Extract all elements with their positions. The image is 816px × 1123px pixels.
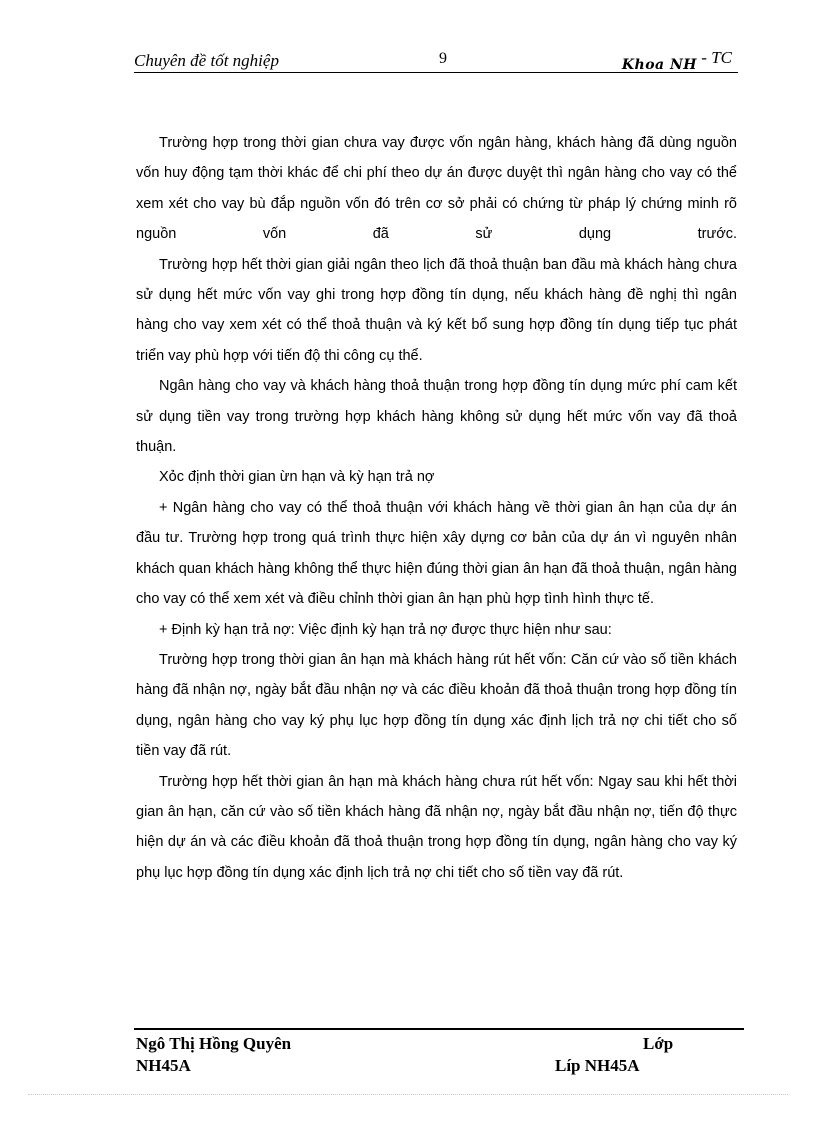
- paragraph-3: Ngân hàng cho vay và khách hàng thoả thuận trong hợp đồng tín dụng mức phí cam kết sử dụng tiền vay trong trường hợp khách hàng không sử dụng hết mức vốn vay đã thoả thuận.: [136, 378, 737, 456]
- faculty-script-text: Khoa NH: [621, 57, 698, 73]
- paragraph-4-heading: Xỏc định thời gian ừn hạn và kỳ hạn trả nợ: [159, 469, 435, 486]
- footer-divider: [134, 1028, 744, 1030]
- faculty-suffix: - TC: [697, 48, 732, 67]
- paragraph-8: Trường hợp hết thời gian ân hạn mà khách hàng chưa rút hết vốn: Ngay sau khi hết thời gian ân hạn, căn cứ vào số tiền khách hàng đã nhận nợ, ngày bắt đầu nhận nợ, tiến độ thực hiện dự án và các điều khoản đã thoả thuận trong hợp đồng tín dụng, ngân hàng cho vay ký phụ lục hợp đồng tín dụng xác định lịch trả nợ chi tiết cho số tiền vay đã rút.: [136, 773, 737, 881]
- footer-class-label: Lớp: [643, 1034, 674, 1053]
- document-title: Chuyên đề tốt nghiệp: [134, 51, 279, 70]
- page-footer: [136, 1033, 696, 1077]
- paragraph-7: Trường hợp trong thời gian ân hạn mà khách hàng rút hết vốn: Căn cứ vào số tiền khách hàng đã nhận nợ, ngày bắt đầu nhận nợ và các điều khoản đã thoả thuận trong hợp đồng tín dụng, ngân hàng cho vay ký phụ lục hợp đồng tín dụng xác định lịch trả nợ chi tiết cho số tiền vay đã rút.: [136, 651, 737, 760]
- document-body: [136, 128, 737, 888]
- paragraph-5: + Ngân hàng cho vay có thể thoả thuận với khách hàng về thời gian ân hạn của dự án đầu tư. Trường hợp trong quá trình thực hiện xây dựng cơ bản của dự án vì nguyên nhân khách quan khách hàng không thể thực hiện đúng thời gian ân hạn đã thoả thuận, ngân hàng cho vay có thể xem xét và điều chỉnh thời gian ân hạn phù hợp tình hình thực tế.: [136, 499, 737, 608]
- page-bottom-border: [28, 1094, 788, 1095]
- footer-class-code: NH45A: [136, 1056, 191, 1075]
- paragraph-2: Trường hợp hết thời gian giải ngân theo lịch đã thoả thuận ban đầu mà khách hàng chưa sử dụng hết mức vốn vay ghi trong hợp đồng tín dụng, nếu khách hàng đề nghị thì ngân hàng cho vay xem xét có thể thoả thuận và ký kết bổ sung hợp đồng tín dụng tiếp tục phát triển vay phù hợp với tiến độ thi công cụ thể.: [136, 256, 737, 364]
- page-number: 9: [439, 50, 447, 67]
- paragraph-6: + Định kỳ hạn trả nợ: Việc định kỳ hạn trả nợ được thực hiện như sau:: [159, 621, 612, 638]
- paragraph-1: Trường hợp trong thời gian chưa vay được vốn ngân hàng, khách hàng đã dùng nguồn vốn huy động tạm thời khác để chi phí theo dự án được duyệt thì ngân hàng cho vay có thể xem xét cho vay bù đắp nguồn vốn đó trên cơ sở phải có chứng từ pháp lý chứng minh rõ nguồn vốn đã sử dụng trước.: [136, 135, 737, 243]
- faculty-label: [621, 48, 732, 73]
- footer-class-code-alt: Líp NH45A: [555, 1056, 640, 1075]
- page-header: [134, 48, 738, 73]
- footer-author: Ngô Thị Hồng Quyên: [136, 1034, 292, 1053]
